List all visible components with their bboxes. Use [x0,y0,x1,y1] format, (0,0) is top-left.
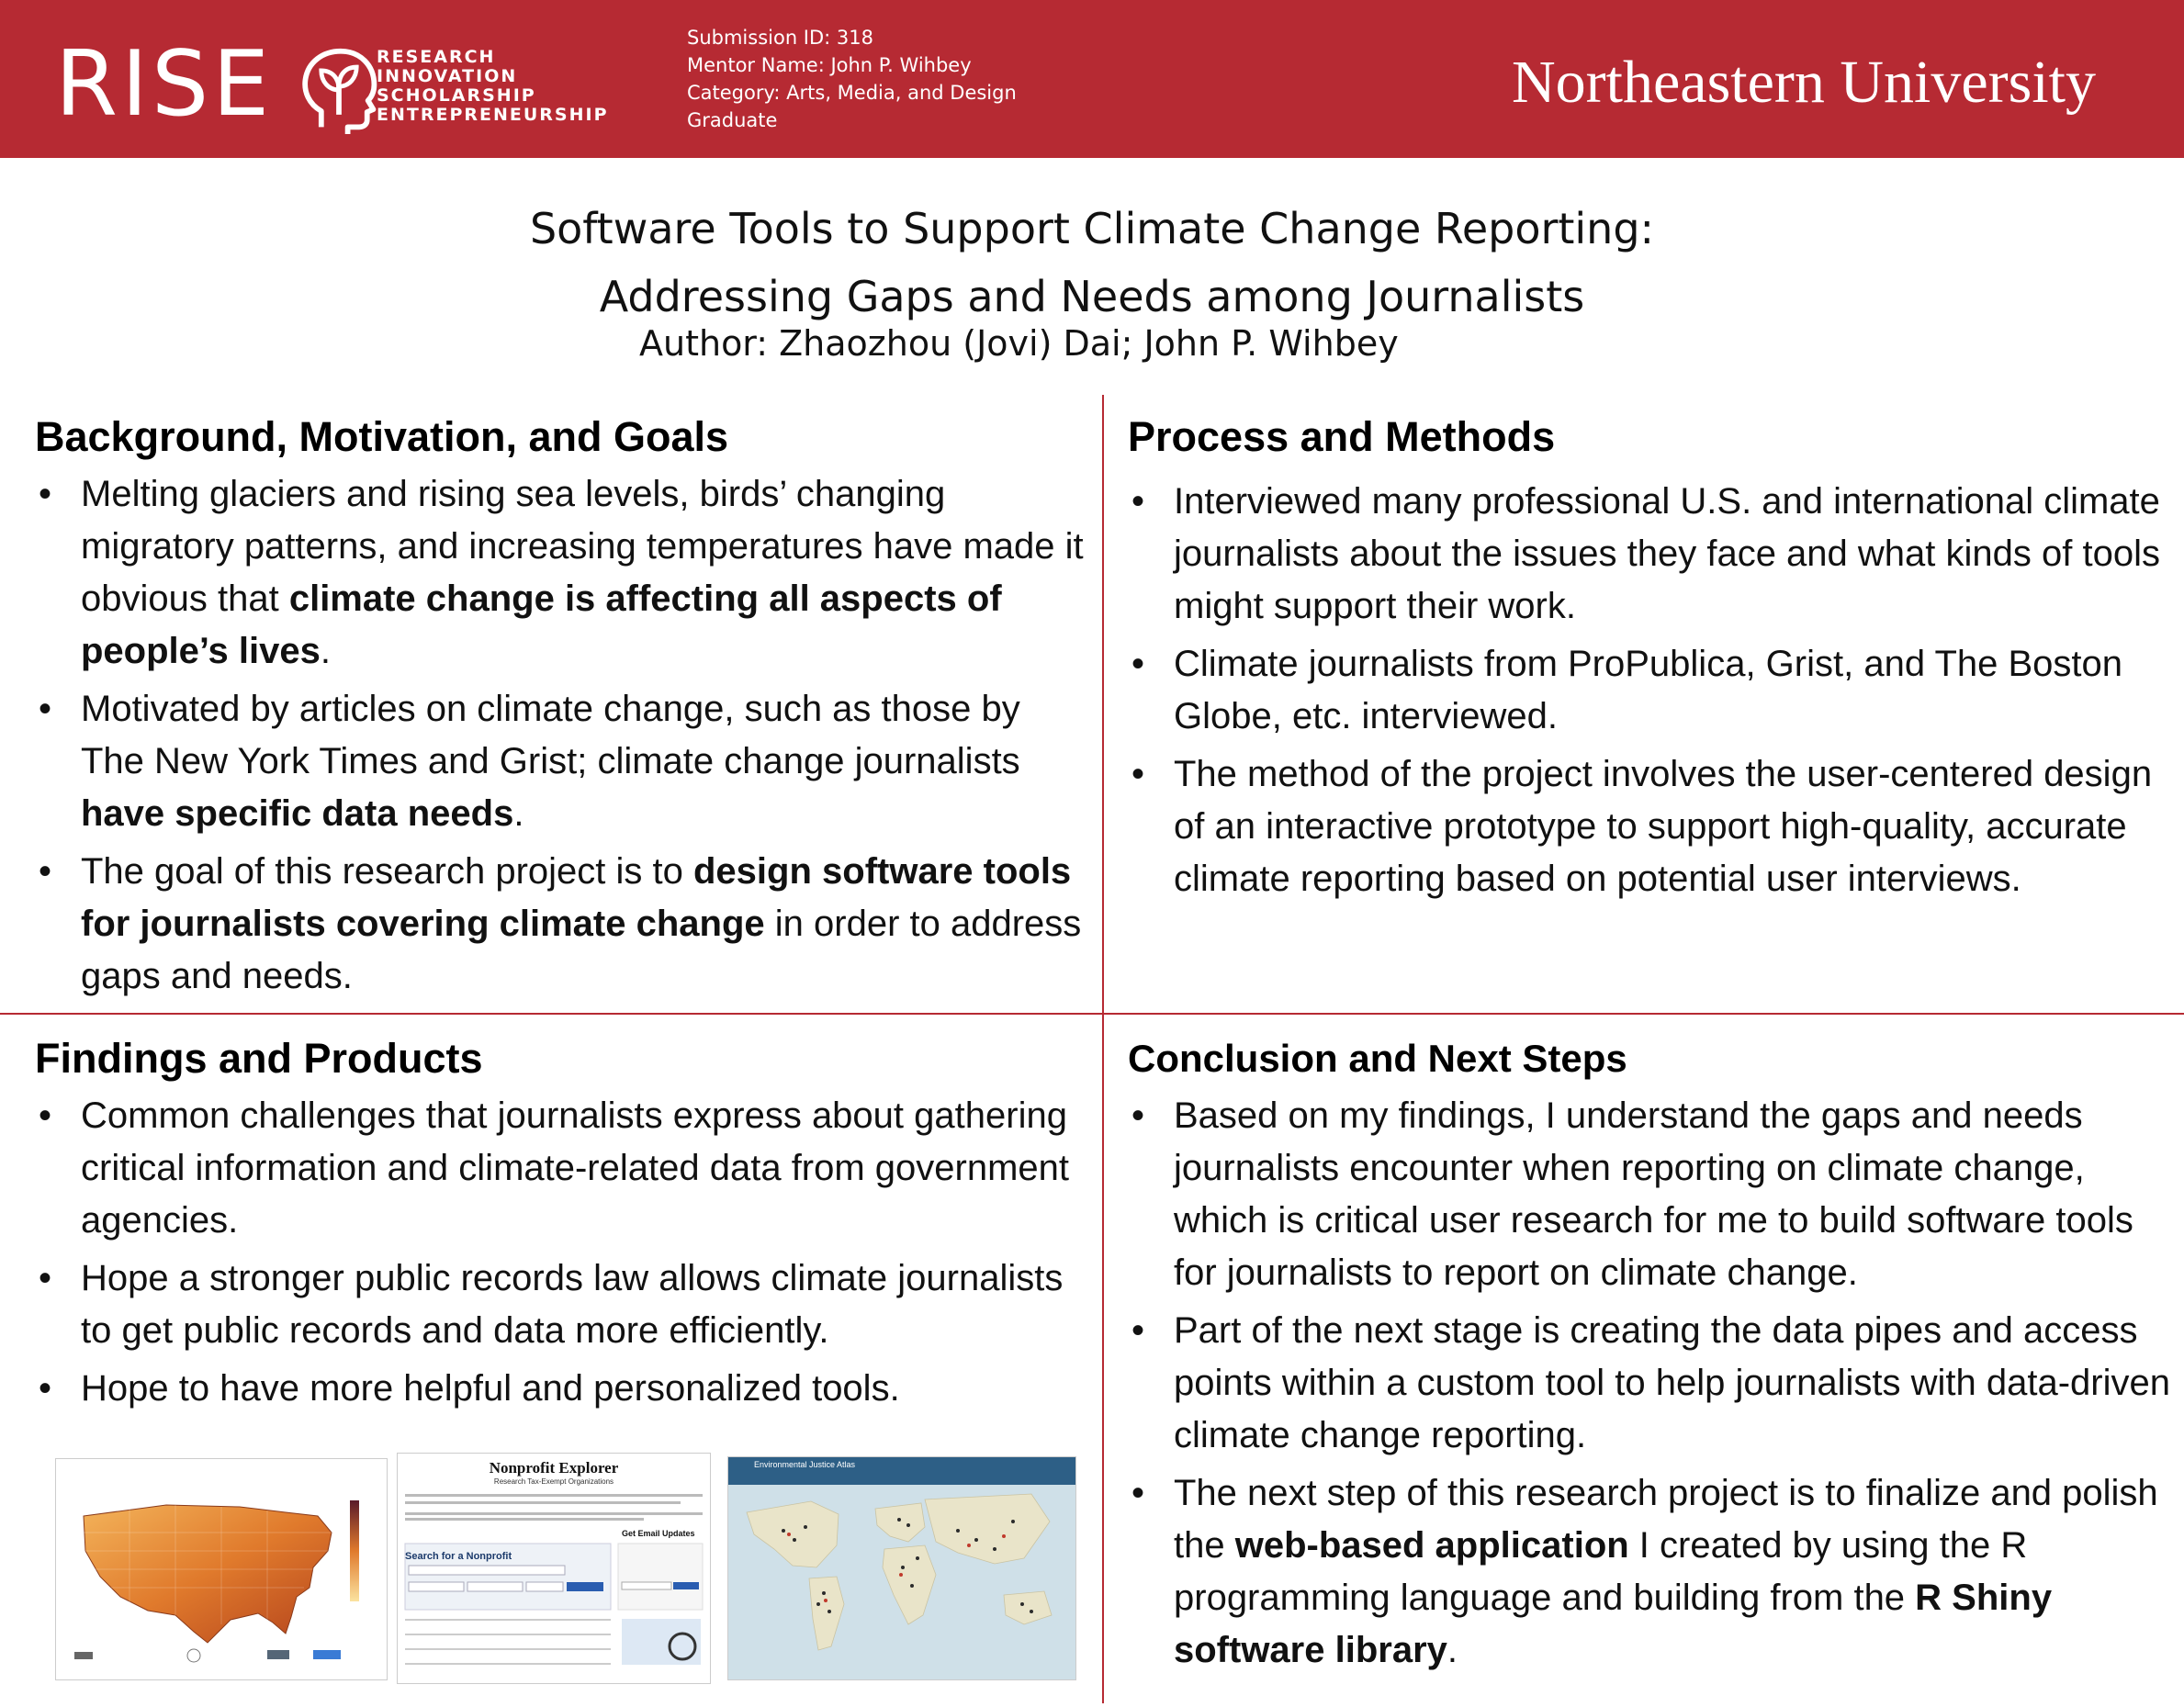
bullet-item: • Part of the next stage is creating the data pipes and access points within a custom tool to help journalists with data-driven climate change reporting. [1128,1305,2175,1462]
bullet-item: • Melting glaciers and rising sea levels, birds’ changing migratory patterns, and increasing temperatures have made it obvious that climate change is affecting all aspects of people’s lives. [35,468,1091,678]
nonprofit-explorer-title: Nonprofit Explorer [489,1459,619,1477]
world-map-image [728,1457,1075,1679]
tagline-line: RESEARCH [377,47,496,67]
section-conclusion [1128,1033,2175,1682]
nonprofit-explorer-subtitle: Research Tax-Exempt Organizations [493,1477,614,1486]
poster-title [0,195,2184,331]
bullet-list [35,1090,1100,1415]
section-background [35,411,1091,1008]
nonprofit-email-label: Get Email Updates [622,1529,695,1538]
bullet-item: • Interviewed many professional U.S. and international climate journalists about the issues they face and what kinds of tools might support their work. [1128,476,2166,633]
bullet-item: • Motivated by articles on climate change, such as those by The New York Times and Grist; climate change journalists have specific data needs. [35,683,1091,840]
horizontal-divider [0,1013,2184,1015]
section-heading: Findings and Products [35,1035,483,1082]
rise-tagline [377,48,609,125]
bullet-list [1128,1090,2175,1677]
section-heading: Process and Methods [1128,413,1556,460]
section-heading: Conclusion and Next Steps [1128,1037,1627,1080]
authors: Author: Zhaozhou (Jovi) Dai; John P. Wihbey [639,323,1399,364]
mentor-name: Mentor Name: John P. Wihbey [687,54,972,76]
bullet-item: • Common challenges that journalists express about gathering critical information and climate-related data from government agencies. [35,1090,1100,1247]
bullet-item: • The method of the project involves the user-centered design of an interactive prototype to support high-quality, accurate climate reporting based on potential user interviews. [1128,748,2166,905]
submission-id: Submission ID: 318 [687,27,874,49]
section-heading: Background, Motivation, and Goals [35,413,729,460]
tagline-line: SCHOLARSHIP [377,85,536,106]
us-map-image [56,1459,387,1679]
level: Graduate [687,109,778,131]
section-findings [35,1033,1100,1421]
poster-header [0,0,2184,158]
northeastern-logo: Northeastern University [1512,49,2096,116]
vertical-divider [1102,395,1104,1703]
section-process [1128,411,2166,911]
bullet-list [1128,476,2166,905]
ej-atlas-figure [727,1456,1076,1680]
tagline-line: ENTREPRENEURSHIP [377,105,609,125]
ej-atlas-title: Environmental Justice Atlas [754,1460,856,1469]
bullet-item: • Climate journalists from ProPublica, Grist, and The Boston Globe, etc. interviewed. [1128,638,2166,743]
title-line-1: Software Tools to Support Climate Change Reporting: [529,204,1655,253]
bullet-item: • Based on my findings, I understand the gaps and needs journalists encounter when reporting on climate change, which is critical user research for me to build software tools for journalists to report on climate change. [1128,1090,2175,1299]
bullet-item: • Hope to have more helpful and personalized tools. [35,1363,1100,1415]
bullet-item: • The next step of this research project is to finalize and polish the web-based application I created by using the R programming language and building from the R Shiny software library. [1128,1467,2175,1677]
nonprofit-explorer-image [398,1454,710,1683]
tagline-line: INNOVATION [377,66,518,86]
bullet-item: • Hope a stronger public records law allows climate journalists to get public records and data more efficiently. [35,1252,1100,1357]
nonprofit-search-label: Search for a Nonprofit [405,1551,512,1562]
category: Category: Arts, Media, and Design [687,82,1017,104]
title-line-2: Addressing Gaps and Needs among Journalists [599,272,1585,321]
bullet-item: • The goal of this research project is to design software tools for journalists covering climate change in order to address gaps and needs. [35,846,1091,1003]
head-plant-icon [294,46,384,134]
submission-info [687,24,1017,134]
us-map-figure [55,1458,388,1680]
rise-logo-word: RISE [55,32,274,137]
bullet-list [35,468,1091,1003]
nonprofit-explorer-figure [397,1453,711,1684]
